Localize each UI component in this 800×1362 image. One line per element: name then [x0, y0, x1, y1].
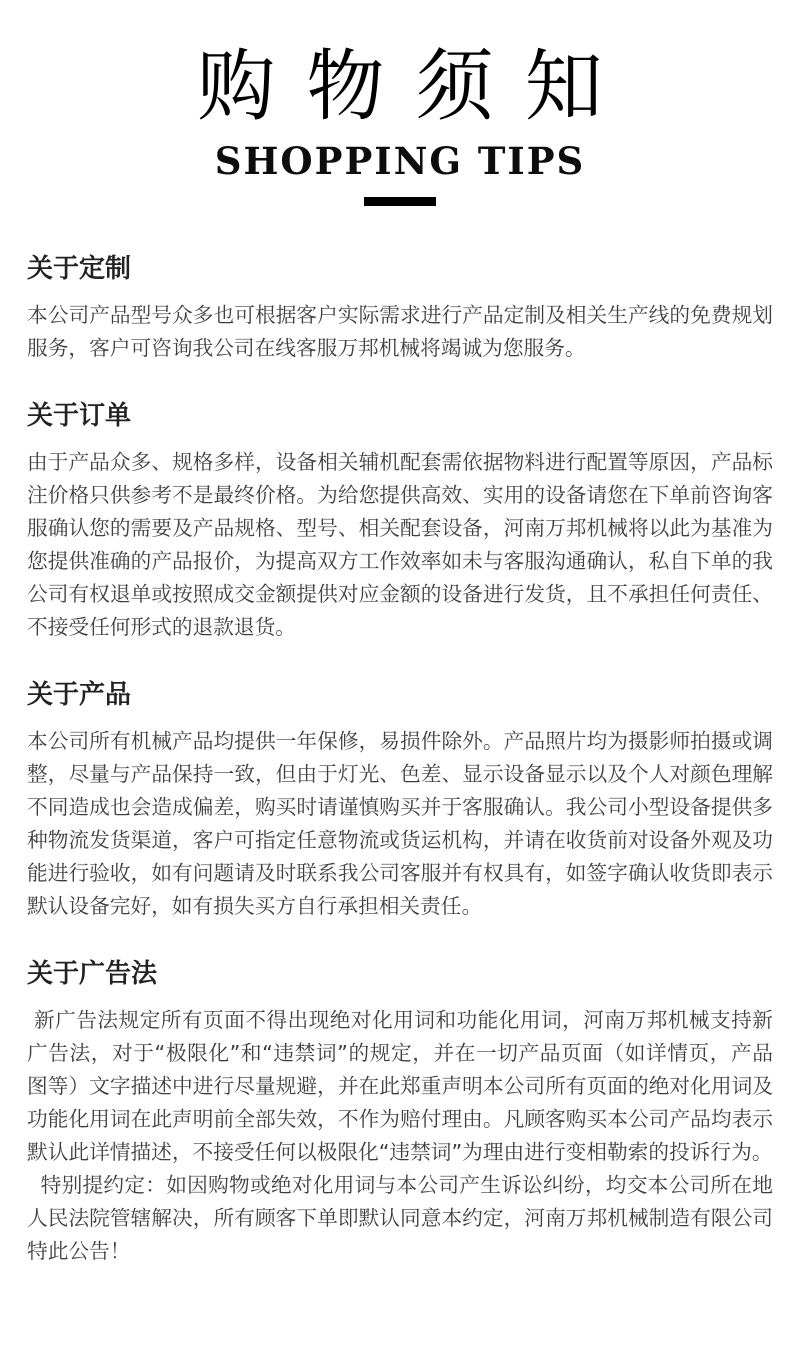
- section-heading-orders: 关于订单: [27, 401, 132, 432]
- section-orders: [27, 399, 773, 644]
- section-heading-customization: 关于定制: [27, 254, 132, 285]
- section-heading-advertising-law: 关于广告法: [27, 959, 158, 990]
- section-customization: [27, 252, 773, 365]
- notice-content: [0, 252, 800, 1268]
- section-paragraph: 本公司所有机械产品均提供一年保修，易损件除外。产品照片均为摄影师拍摄或调整，尽量与产品保持一致，但由于灯光、色差、显示设备显示以及个人对颜色理解不同造成也会造成偏差，购买时请谨慎购买并于客服确认。我公司小型设备提供多种物流发货渠道，客户可指定任意物流或货运机构，并请在收货前对设备外观及功能进行验收，如有问题请及时联系我公司客服并有权具有，如签字确认收货即表示默认设备完好，如有损失买方自行承担相关责任。: [27, 729, 773, 919]
- section-paragraph-special-agreement: 特别提约定：如因购物或绝对化用词与本公司产生诉讼纠纷，均交本公司所在地人民法院管辖解决，所有顾客下单即默认同意本约定，河南万邦机械制造有限公司特此公告！: [27, 1173, 773, 1264]
- section-paragraph: 由于产品众多、规格多样，设备相关辅机配套需依据物料进行配置等原因，产品标注价格只供参考不是最终价格。为给您提供高效、实用的设备请您在下单前咨询客服确认您的需要及产品规格、型号、相关配套设备，河南万邦机械将以此为基准为您提供准确的产品报价，为提高双方工作效率如未与客服沟通确认，私自下单的我公司有权退单或按照成交金额提供对应金额的设备进行发货，且不承担任何责任、不接受任何形式的退款退货。: [27, 450, 773, 640]
- section-advertising-law: [27, 957, 773, 1268]
- section-paragraph: 新广告法规定所有页面不得出现绝对化用词和功能化用词，河南万邦机械支持新广告法，对于“极限化”和“违禁词”的规定，并在一切产品页面（如详情页，产品图等）文字描述中进行尽量规避，并在此郑重声明本公司所有页面的绝对化用词及功能化用词在此声明前全部失效，不作为赔付理由。凡顾客购买本公司产品均表示默认此详情描述，不接受任何以极限化“违禁词”为理由进行变相勒索的投诉行为。: [27, 1008, 773, 1165]
- section-paragraph: 本公司产品型号众多也可根据客户实际需求进行产品定制及相关生产线的免费规划服务，客户可咨询我公司在线客服万邦机械将竭诚为您服务。: [27, 303, 773, 361]
- section-heading-products: 关于产品: [27, 680, 132, 711]
- page-header: [0, 0, 800, 206]
- page-title-english: SHOPPING TIPS: [214, 138, 586, 183]
- page-title-chinese: 购物须知: [197, 42, 634, 132]
- title-underline-bar: [364, 197, 436, 206]
- section-products: [27, 678, 773, 923]
